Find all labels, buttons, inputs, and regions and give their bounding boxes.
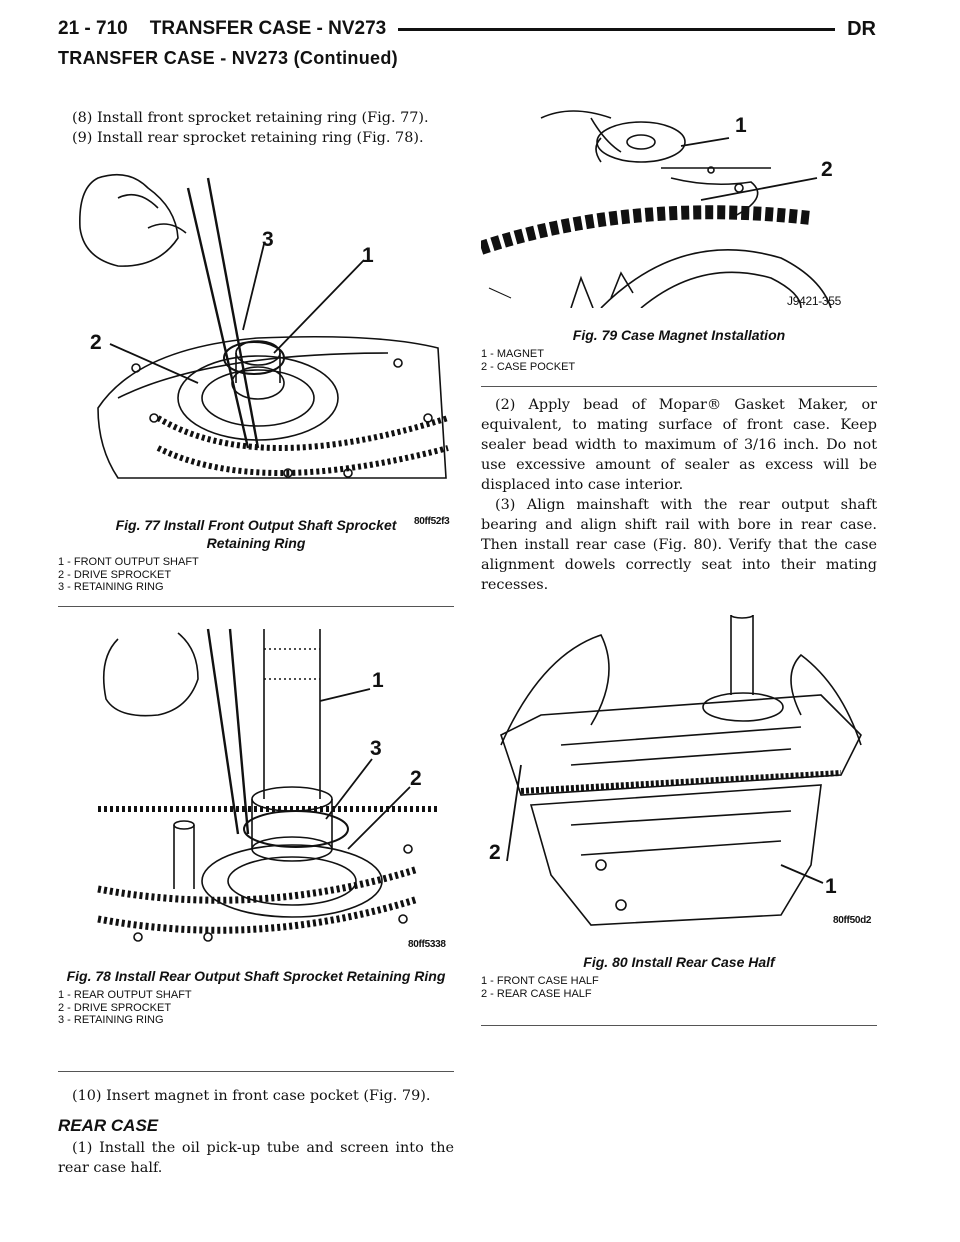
fig80-callout-2: 2 <box>489 841 501 864</box>
fig77-legend <box>58 556 454 598</box>
fig80-legend <box>481 975 877 1004</box>
step-2: (2) Apply bead of Mopar® Gasket Maker, or equivalent, to mating surface of front case. Keep sealer bead width to maximum of 3/16 inch. Do not use excessive amount of sealer as excess will be displaced into case interior. <box>481 397 877 493</box>
legend-item: 1 - MAGNET <box>481 348 544 360</box>
left-column <box>58 108 454 1178</box>
fig78-callout-2: 2 <box>410 767 422 790</box>
legend-item: 2 - REAR CASE HALF <box>481 987 592 1000</box>
page-header <box>58 14 876 44</box>
figure-78 <box>58 619 454 1072</box>
legend-item: 3 - RETAINING RING <box>58 1014 164 1026</box>
legend-item: 2 - DRIVE SPROCKET <box>58 568 172 581</box>
fig77-code: 80ff52f3 <box>414 516 450 527</box>
right-column <box>481 108 877 1026</box>
header-rule <box>398 28 835 31</box>
rear-case-step-1: (1) Install the oil pick-up tube and screen into the rear case half. <box>58 1140 454 1176</box>
legend-item: 2 - DRIVE SPROCKET <box>58 1001 172 1014</box>
fig77-illustration <box>58 148 454 488</box>
legend-item: 1 - FRONT OUTPUT SHAFT <box>58 556 199 568</box>
fig79-illustration <box>481 108 877 308</box>
rear-case-heading: REAR CASE <box>58 1116 159 1135</box>
fig77-callout-3: 3 <box>262 228 274 251</box>
step-3: (3) Align mainshaft with the rear output shaft bearing and align shift rail with bore in rear case. Then install rear case (Fig. 80). Verify that the case alignment dowels correctly seat into their mating recesses. <box>481 497 877 593</box>
fig78-caption: Fig. 78 Install Rear Output Shaft Sprocket Retaining Ring <box>66 968 446 984</box>
fig79-callout-2: 2 <box>821 158 833 181</box>
fig78-callout-1: 1 <box>372 669 384 692</box>
fig80-code: 80ff50d2 <box>833 915 872 926</box>
step-8: (8) Install front sprocket retaining ring (Fig. 77). <box>72 110 429 126</box>
fig77-callout-2: 2 <box>90 331 102 354</box>
fig80-illustration <box>481 615 877 935</box>
page-number: 21 - 710 <box>58 18 128 39</box>
fig79-caption: Fig. 79 Case Magnet Installation <box>572 327 786 343</box>
fig79-code: J9421-355 <box>787 294 842 308</box>
legend-item: 1 - REAR OUTPUT SHAFT <box>58 989 192 1001</box>
fig78-code: 80ff5338 <box>408 939 446 950</box>
fig80-callout-1: 1 <box>825 875 837 898</box>
fig78-legend <box>58 989 454 1031</box>
manual-code: DR <box>847 17 876 40</box>
fig77-callout-1: 1 <box>362 244 374 267</box>
fig78-illustration <box>58 619 454 957</box>
fig79-legend <box>481 348 877 377</box>
section-title: TRANSFER CASE - NV273 <box>149 18 387 39</box>
continued-title: TRANSFER CASE - NV273 (Continued) <box>58 48 398 68</box>
step-10: (10) Insert magnet in front case pocket (Fig. 79). <box>72 1088 431 1104</box>
figure-77 <box>58 148 454 607</box>
fig80-caption: Fig. 80 Install Rear Case Half <box>583 954 775 970</box>
legend-item: 3 - RETAINING RING <box>58 581 164 593</box>
figure-79 <box>481 108 877 387</box>
step-9: (9) Install rear sprocket retaining ring (Fig. 78). <box>72 130 424 146</box>
legend-item: 1 - FRONT CASE HALF <box>481 975 599 987</box>
legend-item: 2 - CASE POCKET <box>481 360 576 373</box>
fig77-caption: Fig. 77 Install Front Output Shaft Sprocket Retaining Ring <box>115 517 397 551</box>
fig79-callout-1: 1 <box>735 114 747 137</box>
figure-80 <box>481 615 877 1026</box>
fig78-callout-3: 3 <box>370 737 382 760</box>
